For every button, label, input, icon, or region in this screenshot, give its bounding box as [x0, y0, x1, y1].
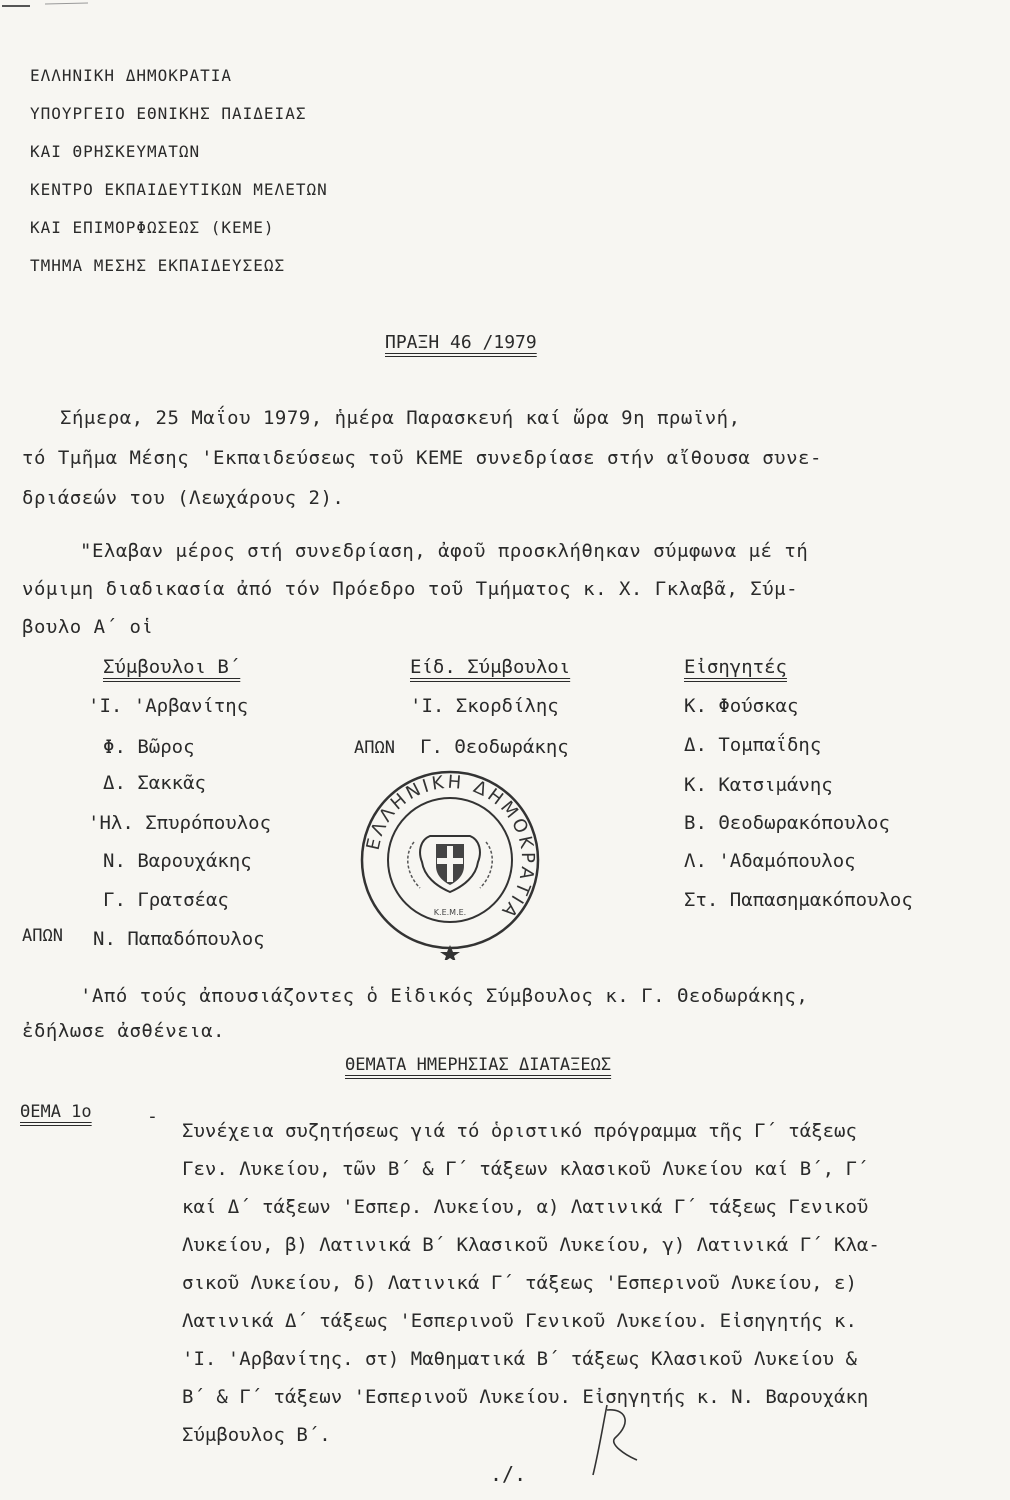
absent-label: ΑΠΩΝ	[354, 738, 395, 758]
svg-text:Κ.Ε.Μ.Ε.: Κ.Ε.Μ.Ε.	[433, 908, 467, 917]
rapporteur-member: Κ. Κατσιμάνης	[684, 774, 833, 796]
header-line-2: ΥΠΟΥΡΓΕΙΟ ΕΘΝΙΚΗΣ ΠΑΙΔΕΙΑΣ	[30, 104, 307, 123]
intro-line-1: Σήμερα, 25 Μαΐου 1979, ἡμέρα Παρασκευή καί ὥρα 9η πρωϊνή,	[60, 407, 741, 429]
topic-1-line: Β΄ & Γ΄ τάξεων 'Εσπερινοῦ Λυκείου. Εἰσηγητής κ. Ν. Βαρουχάκη	[182, 1386, 869, 1408]
header-line-1: ΕΛΛΗΝΙΚΗ ΔΗΜΟΚΡΑΤΙΑ	[30, 66, 233, 85]
special-advisors-heading: Είδ. Σύμβουλοι	[410, 656, 571, 678]
topic-1-line: Λυκείου, β) Λατινικά Β΄ Κλασικοῦ Λυκείου, γ) Λατινικά Γ΄ Κλα-	[182, 1234, 880, 1256]
header-line-3: ΚΑΙ ΘΡΗΣΚΕΥΜΑΤΩΝ	[30, 142, 201, 161]
absent-label: ΑΠΩΝ	[22, 926, 63, 946]
rapporteur-member: Β. Θεοδωρακόπουλος	[684, 812, 890, 834]
advisor-b-member: 'Ι. 'Αρβανίτης	[88, 695, 249, 717]
participation-line-2: νόμιμη διαδικασία ἀπό τόν Πρόεδρο τοῦ Τμήματος κ. Χ. Γκλαβᾶ, Σύμ-	[22, 578, 799, 600]
rapporteurs-heading: Εἰσηγητές	[684, 656, 787, 678]
rapporteur-member: Λ. 'Αδαμόπουλος	[684, 850, 856, 872]
rapporteur-member: Στ. Παπασημακόπουλος	[684, 889, 913, 911]
intro-line-3: δριάσεών του (Λεωχάρους 2).	[22, 487, 345, 509]
participation-line-3: βουλο Α΄ οἱ	[22, 616, 154, 638]
page-continuation-marker: ./.	[490, 1462, 527, 1486]
header-line-5: ΚΑΙ ΕΠΙΜΟΡΦΩΣΕΩΣ (ΚΕΜΕ)	[30, 218, 275, 237]
topic-1-line: Γεν. Λυκείου, τῶν Β΄ & Γ΄ τάξεων κλασικοῦ Λυκείου καί Β΄, Γ΄	[182, 1158, 869, 1180]
topic-1-line: 'Ι. 'Αρβανίτης. στ) Μαθηματικά Β΄ τάξεως Κλασικοῦ Λυκείου &	[182, 1348, 857, 1370]
special-advisor-member: Γ. Θεοδωράκης	[420, 736, 569, 758]
advisor-b-member: Ν. Βαρουχάκης	[103, 850, 252, 872]
agenda-title: ΘΕΜΑΤΑ ΗΜΕΡΗΣΙΑΣ ΔΙΑΤΑΞΕΩΣ	[345, 1055, 612, 1075]
absence-note-line-2: ἐδήλωσε ἀσθένεια.	[22, 1020, 225, 1042]
svg-text:ΕΛΛΗΝΙΚΗ ΔΗΜΟΚΡΑΤΙΑ: ΕΛΛΗΝΙΚΗ ΔΗΜΟΚΡΑΤΙΑ	[362, 771, 539, 924]
official-stamp	[355, 765, 545, 960]
topic-1-line: σικοῦ Λυκείου, δ) Λατινικά Γ΄ τάξεως 'Εσπερινοῦ Λυκείου, ε)	[182, 1272, 857, 1294]
signature	[585, 1400, 645, 1480]
absence-note-line-1: 'Από τούς ἀπουσιάζοντες ὁ Εἰδικός Σύμβουλος κ. Γ. Θεοδωράκης,	[80, 985, 809, 1007]
advisor-b-member: Γ. Γρατσέας	[103, 889, 229, 911]
topic-1-line: Συνέχεια συζητήσεως γιά τό ὁριστικό πρόγραμμα τῆς Γ΄ τάξεως	[182, 1120, 857, 1142]
topic-1-dash: -	[147, 1106, 158, 1127]
special-advisor-member: 'Ι. Σκορδίλης	[410, 695, 559, 717]
topic-1-label: ΘΕΜΑ 1ο	[20, 1102, 92, 1122]
advisor-b-member: 'Ηλ. Σπυρόπουλος	[88, 812, 272, 834]
rapporteur-member: Κ. Φούσκας	[684, 695, 799, 717]
topic-1-line: Σύμβουλος Β΄.	[182, 1424, 331, 1446]
header-line-6: ΤΜΗΜΑ ΜΕΣΗΣ ΕΚΠΑΙΔΕΥΣΕΩΣ	[30, 256, 286, 275]
header-line-4: ΚΕΝΤΡΟ ΕΚΠΑΙΔΕΥΤΙΚΩΝ ΜΕΛΕΤΩΝ	[30, 180, 328, 199]
rapporteur-member: Δ. Τομπαΐδης	[684, 734, 822, 756]
corner-mark	[0, 0, 90, 12]
intro-line-2: τό Τμῆμα Μέσης 'Εκπαιδεύσεως τοῦ ΚΕΜΕ συνεδρίασε στήν αἴθουσα συνε-	[22, 447, 822, 469]
advisors-b-heading: Σύμβουλοι Β΄	[103, 656, 241, 678]
advisor-b-member: Δ. Σακκᾶς	[103, 772, 206, 794]
act-title: ΠΡΑΞΗ 46 /1979	[385, 332, 537, 353]
advisor-b-member: Ν. Παπαδόπουλος	[93, 928, 265, 950]
participation-line-1: "Ελαβαν μέρος στή συνεδρίαση, ἀφοῦ προσκλήθηκαν σύμφωνα μέ τή	[80, 540, 809, 562]
topic-1-line: Λατινικά Δ΄ τάξεως 'Εσπερινοῦ Γενικοῦ Λυκείου. Εἰσηγητής κ.	[182, 1310, 857, 1332]
advisor-b-member: Φ. Βῶρος	[103, 736, 195, 758]
topic-1-line: καί Δ΄ τάξεων 'Εσπερ. Λυκείου, α) Λατινικά Γ΄ τάξεως Γενικοῦ	[182, 1196, 869, 1218]
